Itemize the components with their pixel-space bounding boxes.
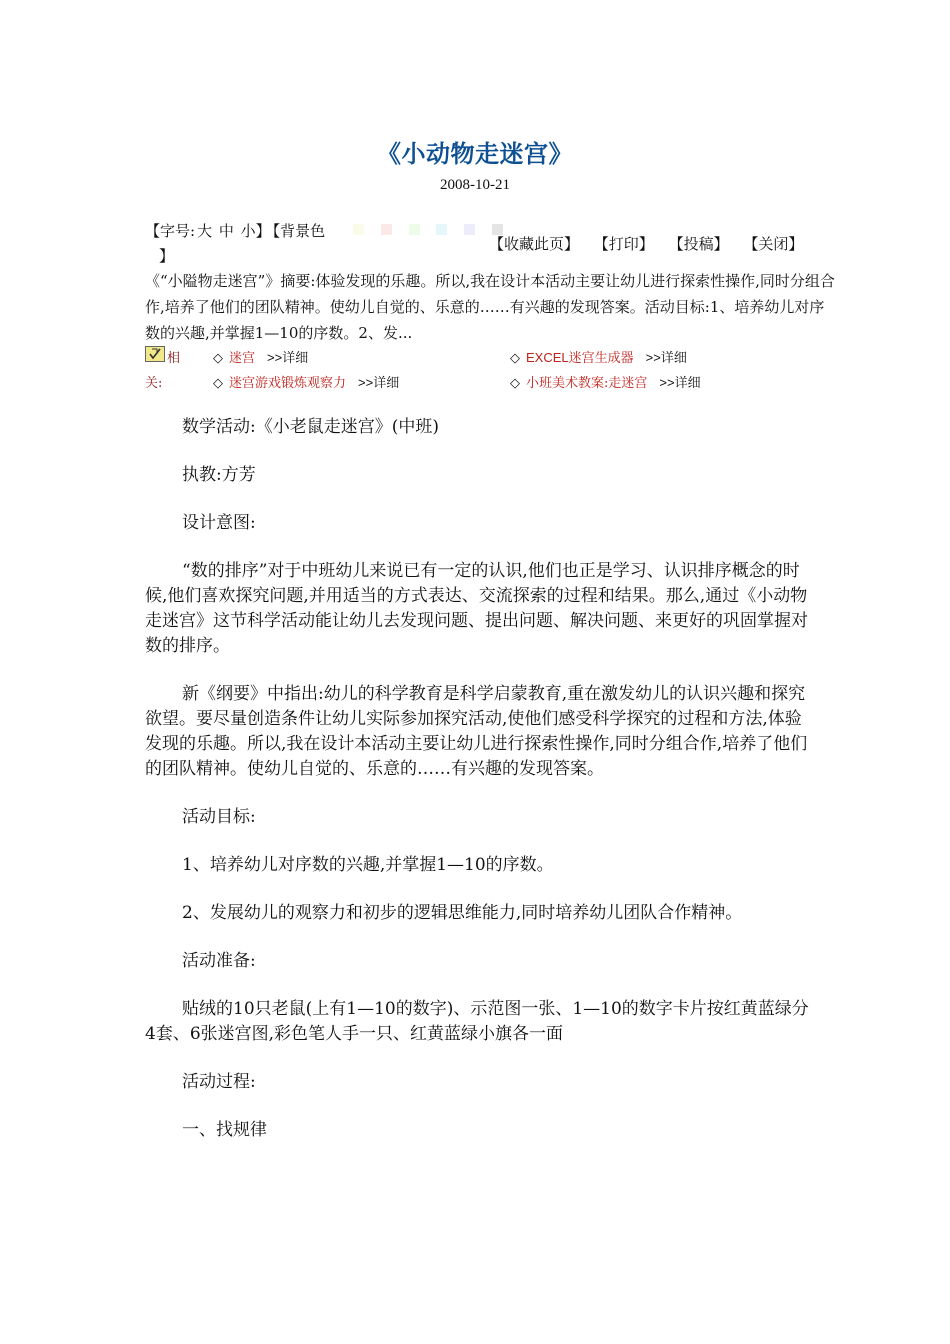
- related-item: [213, 347, 308, 366]
- article-title: 《小动物走迷宫》: [377, 140, 573, 168]
- teacher-line: 执教:方芳: [182, 465, 256, 485]
- related-label-2: 关:: [145, 376, 163, 391]
- activity-heading: 数学活动:《小老鼠走迷宫》(中班): [182, 417, 439, 437]
- related-item: [213, 372, 399, 391]
- article-date: 2008-10-21: [440, 177, 510, 193]
- related-icon: [145, 346, 165, 362]
- related-link-maze-game[interactable]: 迷宫游戏锻炼观察力: [229, 376, 347, 391]
- article-toolbar: [145, 220, 825, 270]
- font-small-link[interactable]: 小】: [240, 222, 271, 240]
- more-link[interactable]: >>详细: [358, 375, 400, 390]
- related-item: [510, 347, 687, 366]
- bg-swatch-3[interactable]: [409, 224, 420, 235]
- bg-swatch-5[interactable]: [464, 224, 475, 235]
- bookmark-link[interactable]: 【收藏此页】: [489, 235, 580, 253]
- more-link[interactable]: >>详细: [645, 350, 687, 365]
- related-link-art-plan[interactable]: 小班美术教案:走迷宫: [526, 376, 648, 391]
- bg-swatch-4[interactable]: [436, 224, 447, 235]
- section-heading: 活动目标:: [182, 807, 256, 827]
- article-body: [145, 415, 810, 1166]
- page-actions: [489, 233, 813, 254]
- bg-color-label: 【背景色: [272, 222, 326, 240]
- more-link[interactable]: >>详细: [659, 375, 701, 390]
- goal-item: 2、发展幼儿的观察力和初步的逻辑思维能力,同时培养幼儿团队合作精神。: [182, 903, 743, 923]
- related-link-text: 迷宫生成器: [568, 351, 634, 366]
- related-link-maze[interactable]: 迷宫: [229, 351, 256, 366]
- close-link[interactable]: 【关闭】: [743, 235, 804, 253]
- font-large-link[interactable]: 大: [197, 222, 213, 240]
- goal-item: 1、培养幼儿对序数的兴趣,并掌握1—10的序数。: [182, 855, 554, 875]
- bg-color-close: 】: [159, 247, 175, 265]
- diamond-icon: ◇: [510, 351, 520, 366]
- article-summary: 《“小隘物走迷宫”》摘要:体验发现的乐趣。所以,我在设计本活动主要让幼儿进行探索性操作,同时分组合作,培养了他们的团队精神。使幼儿自觉的、乐意的……有兴趣的发现答案。活动目标:1、培养幼儿对序数的兴趣,并掌握1—10的序数。2、发...: [145, 272, 835, 342]
- related-link-excel-maze[interactable]: [526, 351, 634, 366]
- body-paragraph: 贴绒的10只老鼠(上有1—10的数字)、示范图一张、1—10的数字卡片按红黄蓝绿分4套、6张迷宫图,彩色笔人手一只、红黄蓝绿小旗各一面: [145, 999, 809, 1044]
- font-size-label: 【字号:: [145, 222, 196, 240]
- font-medium-link[interactable]: 中: [218, 222, 234, 240]
- diamond-icon: ◇: [213, 351, 223, 366]
- related-label-1: 相: [167, 351, 181, 366]
- submit-link[interactable]: 【投稿】: [668, 235, 729, 253]
- font-size-controls: [145, 220, 327, 241]
- step-heading: 一、找规律: [182, 1120, 267, 1140]
- diamond-icon: ◇: [510, 376, 520, 391]
- print-link[interactable]: 【打印】: [593, 235, 654, 253]
- related-link-prefix: EXCEL: [526, 350, 569, 365]
- section-heading: 活动过程:: [182, 1072, 256, 1092]
- more-link[interactable]: >>详细: [267, 350, 309, 365]
- related-links: [145, 343, 825, 393]
- body-paragraph: “数的排序”对于中班幼儿来说已有一定的认识,他们也正是学习、认识排序概念的时候,他们喜欢探究问题,并用适当的方式表达、交流探索的过程和结果。那么,通过《小动物走迷宫》这节科学活动能让幼儿去发现问题、提出问题、解决问题、来更好的巩固掌握对数的排序。: [145, 561, 808, 656]
- diamond-icon: ◇: [213, 376, 223, 391]
- section-heading: 活动准备:: [182, 951, 256, 971]
- body-paragraph: 新《纲要》中指出:幼儿的科学教育是科学启蒙教育,重在激发幼儿的认识兴趣和探究欲望。要尽量创造条件让幼儿实际参加探究活动,使他们感受科学探究的过程和方法,体验发现的乐趣。所以,我在设计本活动主要让幼儿进行探索性操作,同时分组合作,培养了他们的团队精神。使幼儿自觉的、乐意的……有兴趣的发现答案。: [145, 684, 808, 779]
- bg-swatch-2[interactable]: [381, 224, 392, 235]
- bg-swatch-1[interactable]: [353, 224, 364, 235]
- related-item: [510, 372, 701, 391]
- section-heading: 设计意图:: [182, 513, 256, 533]
